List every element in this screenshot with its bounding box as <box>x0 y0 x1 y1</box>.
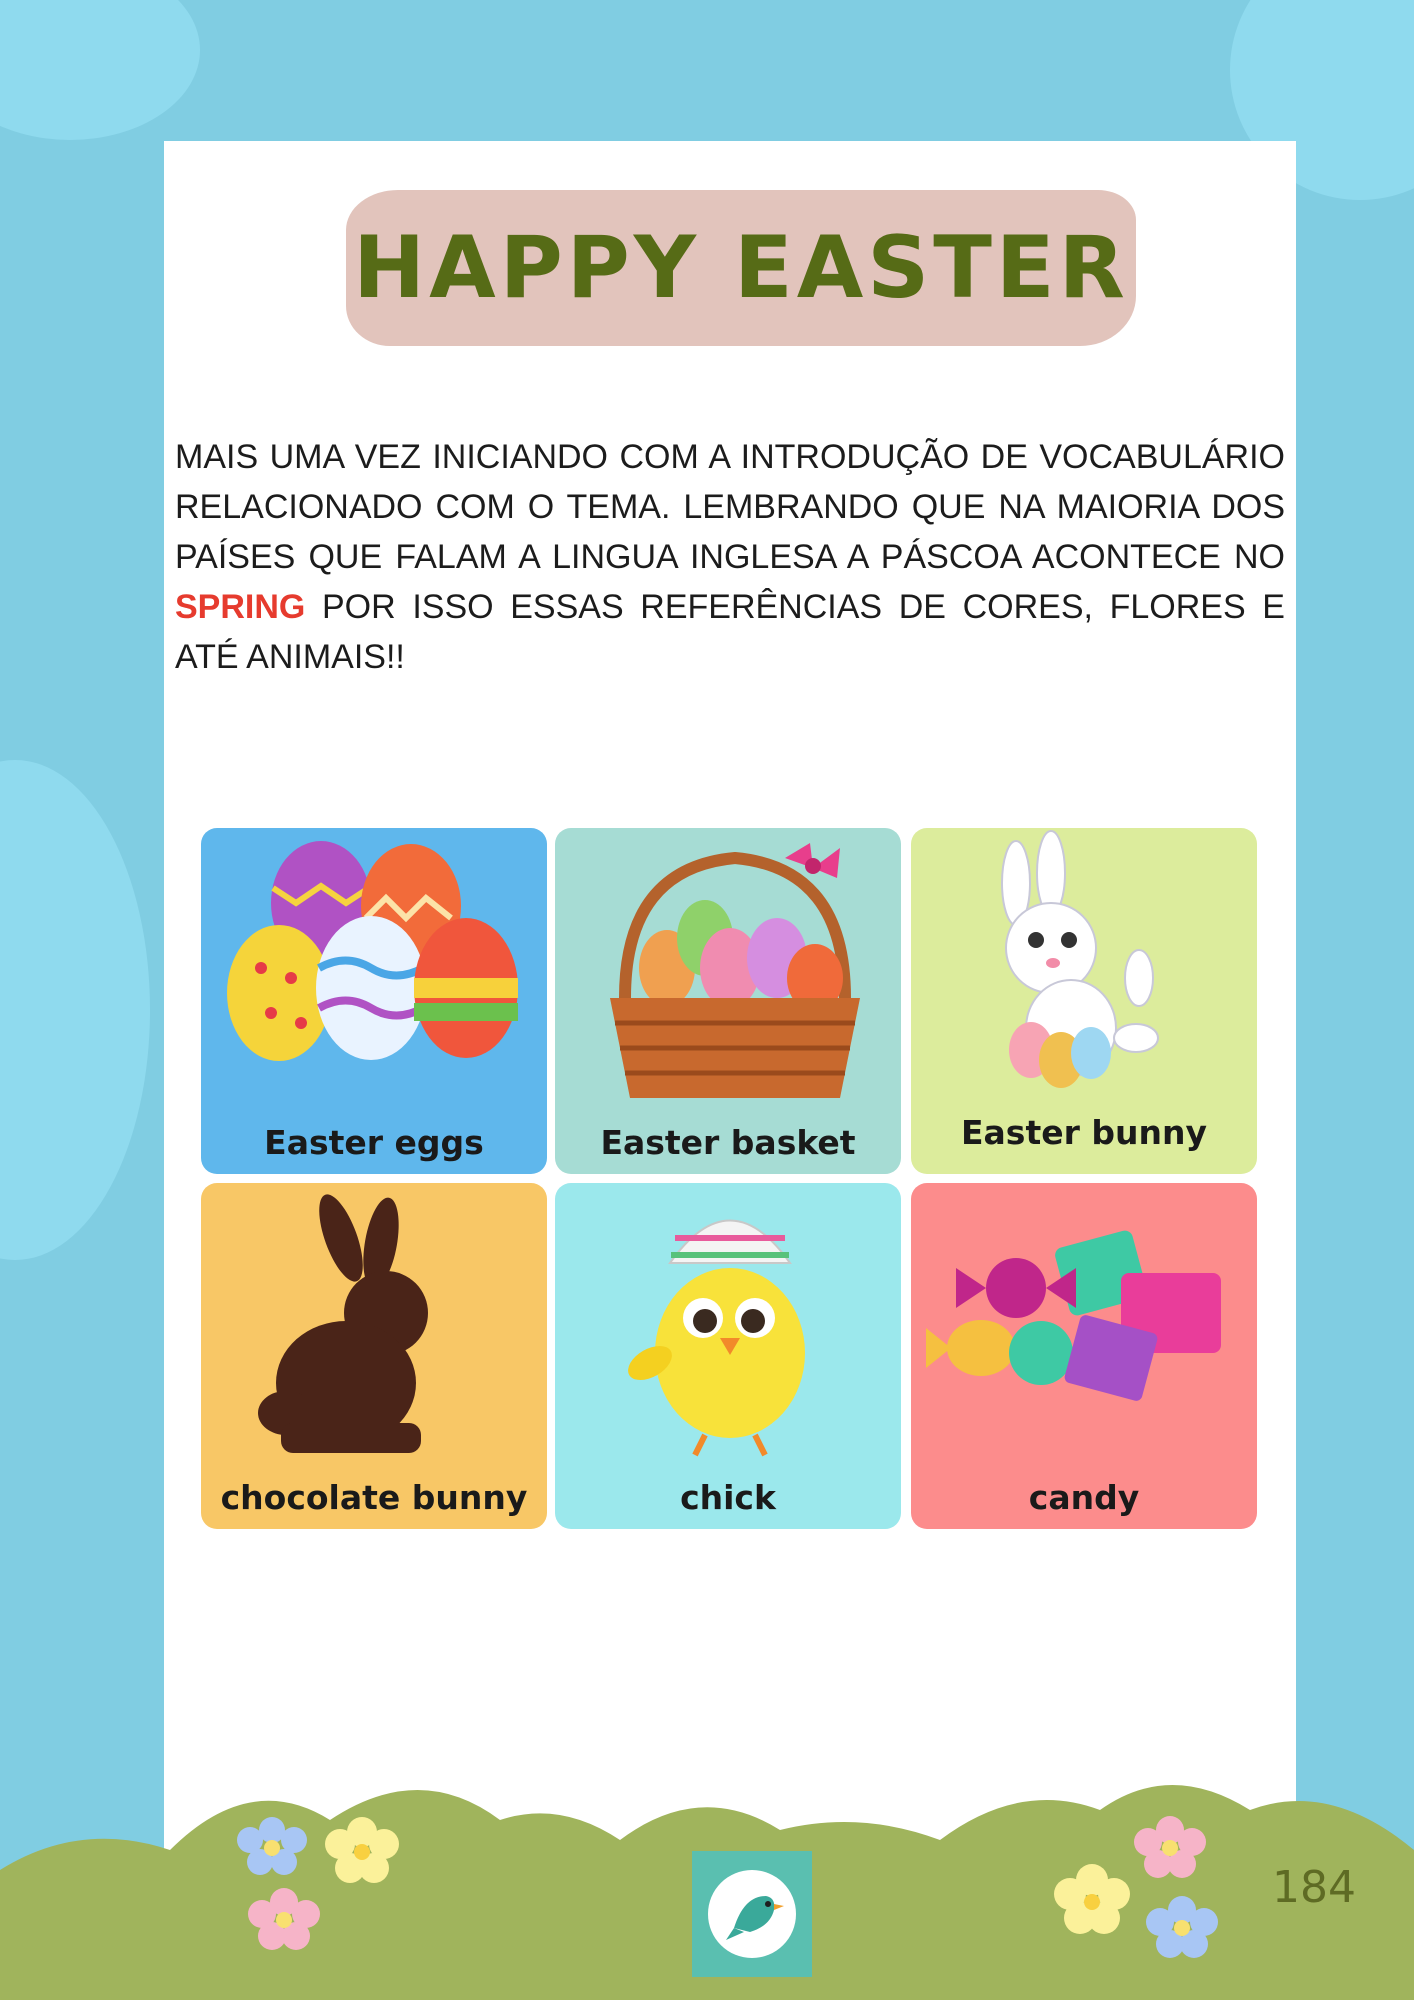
vocab-card-easter-eggs <box>201 828 547 1174</box>
easter-bunny-icon <box>911 828 1257 1108</box>
title-banner <box>346 190 1136 346</box>
chick-icon <box>555 1183 901 1463</box>
candy-icon <box>911 1183 1257 1463</box>
chocolate-bunny-icon <box>201 1183 547 1463</box>
background-blob <box>0 760 150 1260</box>
bird-logo-icon <box>704 1866 800 1962</box>
easter-basket-icon <box>555 828 901 1108</box>
card-label: chick <box>680 1478 776 1517</box>
intro-highlight: SPRING <box>175 588 306 626</box>
intro-text: MAIS UMA VEZ INICIANDO COM A INTRODUÇÃO DE VOCABULÁRIO RELACIONADO COM O TEMA. LEMBRANDO QUE NA MAIORIA DOS PAÍSES QUE FALAM A LINGUA INGLESA A PÁSCOA ACONTECE NO <box>175 438 1285 576</box>
card-label: Easter basket <box>600 1123 856 1162</box>
card-label: Easter eggs <box>264 1123 484 1162</box>
intro-text-end: POR ISSO ESSAS REFERÊNCIAS DE CORES, FLORES E ATÉ ANIMAIS!! <box>175 588 1285 676</box>
vocab-card-chick <box>555 1183 901 1529</box>
card-label: candy <box>1028 1478 1140 1517</box>
vocab-card-easter-basket <box>555 828 901 1174</box>
card-label: chocolate bunny <box>220 1478 528 1517</box>
vocab-card-candy <box>911 1183 1257 1529</box>
easter-eggs-icon <box>201 828 547 1108</box>
publisher-logo <box>692 1851 812 1977</box>
page-number: 184 <box>1272 1862 1356 1913</box>
vocab-card-easter-bunny <box>911 828 1257 1174</box>
card-label: Easter bunny <box>961 1113 1207 1152</box>
background-blob <box>0 0 200 140</box>
vocab-card-chocolate-bunny <box>201 1183 547 1529</box>
page-title: HAPPY EASTER <box>353 218 1129 318</box>
intro-paragraph <box>175 432 1285 682</box>
